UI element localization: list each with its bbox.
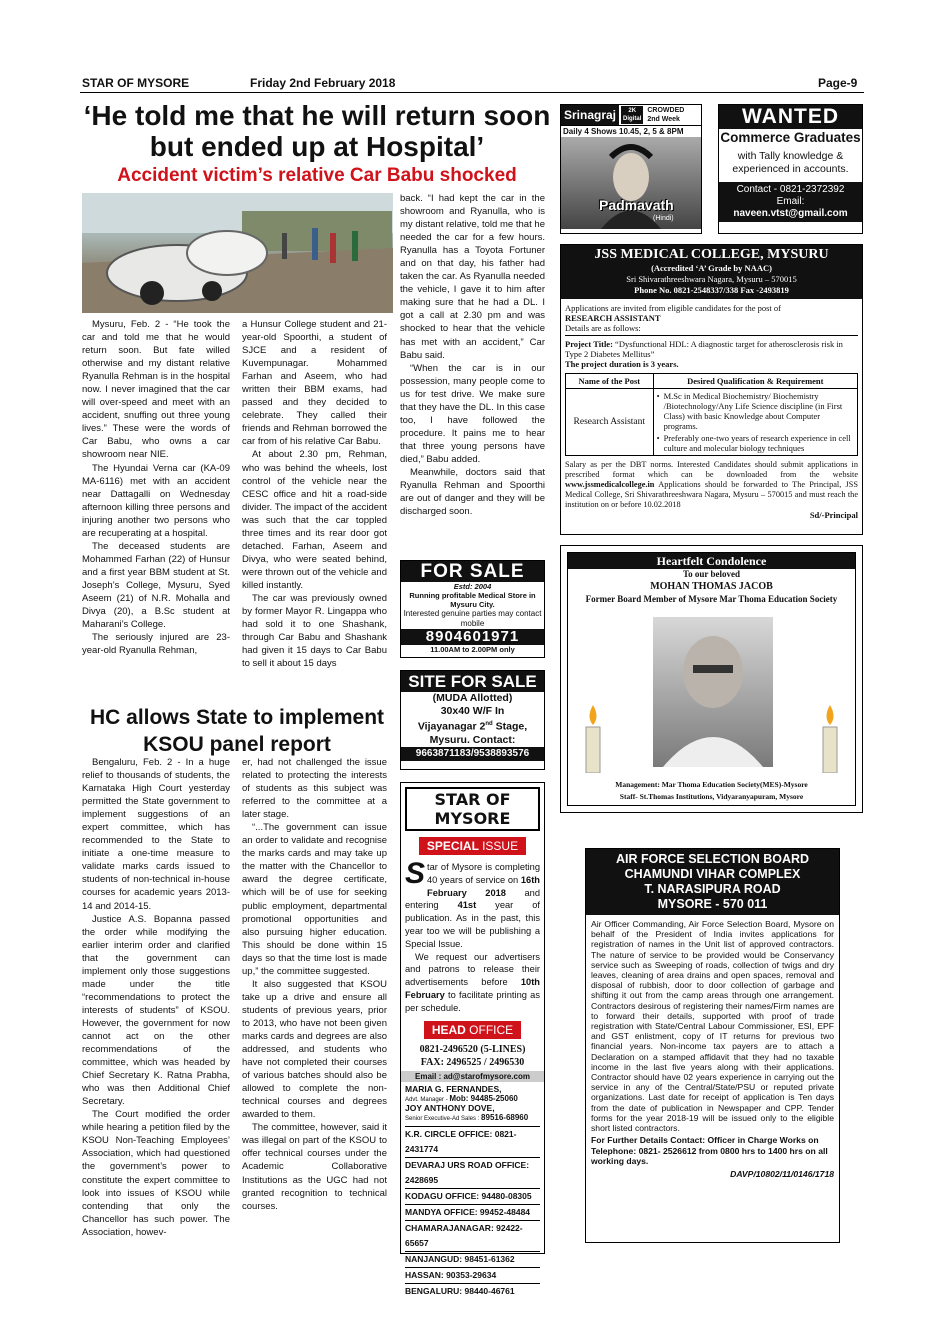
- som-role2: Senior Executive-Ad Sales :: [405, 1115, 482, 1122]
- story1-c1-p1: Mysuru, Feb. 2 - “He took the car and told me that he would return soon. But fate willed otherwise and my distant relative Ryanulla Rehman is in the hospital now. I never imagined that the car will over-speed and meet with an accident, snuffing out three young lives.” These were the words of Car Babu, who owns a car showroom near NIE.: [82, 319, 230, 461]
- story2-c2-p3: It also suggested that KSOU take up a drive and ensure all students of previous years, prior to 2013, who have not been given marks cards and degrees are also addressed, and students who have not completed their courses of various batches should also be allowed to complete the non-technical courses and degrees awarded to them.: [242, 978, 387, 1121]
- som-p2b: to facilitate printing as per schedule.: [405, 989, 540, 1013]
- som-body: [405, 857, 540, 1015]
- condolence-staff: Staff- St.Thomas Institutions, Vidyaranyapuram, Mysore: [619, 792, 804, 801]
- cinema-ad: [560, 104, 702, 234]
- jss-role: Research Assistant: [566, 389, 654, 456]
- jss-q2: Preferably one-two years of research experience in cell culture and molecular biology techniques: [663, 433, 851, 453]
- som-head-word: HEAD: [431, 1022, 466, 1037]
- jss-ad: [560, 244, 863, 535]
- story1-c2-p2: At about 2.30 pm, Rehman, who was behind the wheels, lost control of the vehicle near the CESC office and hit a road-side divider. The impact of the accident was such that the car toppled three times and its rear door got detached. Farhan, Aseem and Divya, who were seated behind, were thrown out of the vehicle and killed instantly.: [242, 449, 387, 591]
- som-name1: MARIA G. FERNANDES,: [405, 1083, 502, 1094]
- site-sale-l2: 30x40 W/F In: [440, 705, 505, 717]
- site-sale-l4: Mysuru. Contact:: [429, 733, 516, 746]
- afsb-body: Air Officer Commanding, Air Force Selection Board, Mysore on behalf of the President of India invites applications for registration of names in the Unit list of approved contractors. The nature of service to be provided would be Conservancy service such as Sweeping of roads, collection of twigs and dry leaves, cleaning of area drains and open spaces, removal and disposal of rubbish, door to door collection of garbage and shifting it out from the camp areas through one arrangement. Contractors desirous of registering their names/Firm names are to forward their details, supported with proof of trade registration with State/Central Labour Commissioner, ESI, EPF and GST enlistment, copy of IT returns for previous two financial years. Non-income tax payers are to attach a Declaration on a stamped affidavit that they had no taxable income in the last five years along with their applications. Contractor should have 02 years experience in carrying out the service in any of the Central/State/PSU or reputed private organizations. Last date for receipt of application is Ten days from the date of publication in Newspaper and CPP. Tender forms for the year 2018-19 will be issued only to the eligible short listed contractors.: [591, 919, 834, 1134]
- condolence-name: MOHAN THOMAS JACOB: [650, 581, 773, 592]
- for-sale-line1: Running profitable Medical Store in Mysuru City.: [409, 591, 536, 609]
- story2-c2-p2: “...The government can issue an order to validate and recognise the marks cards and may take up the matter with the Chancellor to award the degree certificate, which will be of use for seeking public employment, departmental promotional opportunities and also pursuing higher education. This should be done within 15 days so that the time lost is made up,” the committee suggested.: [242, 822, 387, 977]
- som-logo: STAR OF MYSORE: [405, 787, 540, 831]
- site-sale-sup: nd: [485, 721, 493, 727]
- cinema-badge-2k: 2K: [628, 108, 637, 114]
- issue-date: Friday 2nd February 2018: [250, 76, 396, 90]
- jss-table: [565, 373, 858, 456]
- jss-project-label: Project Title:: [565, 339, 613, 349]
- som-special-word: SPECIAL: [426, 839, 479, 853]
- som-fax: FAX: 2496525 / 2496530: [420, 1056, 525, 1068]
- story1-c1-p3: The deceased students are Mohammed Farhan (22) of Hunsur and a first year BBM student at St. Joseph’s College, Mysuru, Syed Aseem (21) of N.R. Mohalla and Divya (20), a B.Sc student at Maharani’s College.: [82, 540, 230, 631]
- paper-name: STAR OF MYSORE: [82, 76, 190, 90]
- jss-sign: Sd/-Principal: [809, 510, 858, 520]
- cinema-status: [647, 106, 684, 124]
- som-mob2: 89516-68960: [481, 1112, 529, 1122]
- story1-headline: ‘He told me that he will return soon but ended up at Hospital’: [83, 100, 551, 162]
- story2-c1-p2: Justice A.S. Bopanna passed the order while modifying the earlier interim order and clarified that the government can implement only those suggestions made under the title “recommendations to protect the interests of students” of KSOU. However, the government for now cannot act on the other recommendations of the committee, which was headed by Chief Secretary K. Ratna Prabha, who was then Additional Chief Secretary.: [82, 913, 230, 1108]
- cinema-week: 2nd Week: [647, 116, 680, 123]
- som-mob1: Mob: 94485-25060: [449, 1093, 518, 1103]
- som-office-item: KODAGU OFFICE: 94480-08305: [405, 1188, 540, 1204]
- som-office-word: OFFICE: [469, 1022, 514, 1037]
- for-sale-hours: 11.00AM to 2.00PM only: [430, 645, 515, 654]
- cinema-header: [561, 105, 701, 126]
- site-sale-l3b: Stage,: [492, 720, 528, 733]
- jss-project: [565, 339, 858, 359]
- for-sale-phone: 8904601971: [401, 629, 544, 645]
- for-sale-title: FOR SALE: [401, 561, 544, 582]
- story1-c3-p1: back. “I had kept the car in the showroom and Ryanulla, who is my distant relative, told me that he needed the car for a few hours. Ryanulla has a Toyota Fortuner and on that day, his father had taken the car. As Ryanulla needed the vehicle, I gave it to him after making sure that he had a DL. I got a call at 2.30 pm and was shocked to hear that the vehicle has met with an accident,” Car Babu said.: [400, 193, 545, 361]
- wanted-sub: Commerce Graduates: [720, 130, 861, 145]
- cinema-badge-digital: Digital: [623, 116, 642, 122]
- som-issue-word: ISSUE: [482, 839, 519, 853]
- story2-column-2: [242, 756, 387, 1213]
- afsb-code: DAVP/10802/11/0146/1718: [730, 1169, 834, 1180]
- jss-post: RESEARCH ASSISTANT: [565, 313, 661, 323]
- jss-intro: Applications are invited from eligible candidates for the post of: [565, 303, 781, 313]
- header-rule: [80, 92, 864, 93]
- jss-footer1: Salary as per the DBT norms. Interested Candidates should submit applications in prescribed format which can be downloaded from the website: [565, 460, 858, 479]
- som-office-item: CHAMARAJANAGAR: 92422-65657: [405, 1220, 540, 1251]
- afsb-ad: [585, 848, 840, 1243]
- som-phone: 0821-2496520 (5-LINES): [419, 1043, 526, 1055]
- jss-title: JSS MEDICAL COLLEGE, MYSURU: [594, 247, 829, 262]
- wanted-contact-box: [719, 182, 862, 222]
- cinema-poster-graphic: [561, 137, 701, 229]
- wanted-title: WANTED: [719, 105, 862, 129]
- story2-c2-p4: The committee, however, said it was illegal on part of the KSOU to offer technical courses under the Academic Collaborative Institutions as the UGC had not granted recognition to technical courses.: [242, 1122, 387, 1212]
- som-p1c: year of publication. As in the past, this year too we will be publishing a Special Issue.: [405, 900, 540, 949]
- site-sale-l3-text: Vijayanagar 2: [417, 720, 486, 733]
- som-contact1: [405, 1094, 540, 1103]
- afsb-t3: T. NARASIPURA ROAD: [644, 882, 781, 896]
- wanted-l1: with Tally knowledge &: [737, 150, 844, 162]
- cinema-crowded: CROWDED: [647, 107, 685, 114]
- som-office-item: NANJANGUD: 98451-61362: [405, 1251, 540, 1267]
- som-office-item: K.R. CIRCLE OFFICE: 0821-2431774: [405, 1126, 540, 1157]
- jss-footer2: Applications should be forwarded to The Principal, JSS Medical College, Sri Shivarathreeshwara Nagara, Mysuru – 570015 and must reach the institution on or before 10.02.2018: [565, 480, 858, 509]
- special-issue-ad: [400, 782, 545, 1296]
- som-role1: Advt. Manager -: [405, 1096, 450, 1103]
- story1-column-1: [82, 318, 230, 657]
- wanted-l2: experienced in accounts.: [732, 163, 849, 175]
- jss-footer: [565, 460, 858, 510]
- cinema-shows: Daily 4 Shows 10.45, 2, 5 & 8PM: [563, 127, 684, 136]
- som-head-office-tag: [405, 1021, 540, 1039]
- site-sale-l3: [401, 718, 544, 734]
- condolence-inner: [567, 552, 856, 806]
- story1-c3-p2: “When the car is in our possession, many people come to us for test drive. We make sure that they have the DL. In this case too, I have followed the procedure. It pains me to hear that three young persons have died,” Babu added.: [400, 362, 545, 465]
- som-p1a: tar of Mysore is completing 40 years of service on: [427, 862, 540, 885]
- story1-kicker: Accident victim’s relative Car Babu shocked: [117, 165, 517, 186]
- som-special-tag: [405, 837, 540, 855]
- cinema-film: Padmavath: [599, 197, 674, 213]
- jss-phone: Phone No. 0821-2548337/338 Fax -2493819: [634, 285, 789, 295]
- candle-left-icon: [578, 703, 608, 773]
- condolence-mgmt: Management: Mar Thoma Education Society(MES)-Mysore: [615, 780, 808, 789]
- jss-header: [561, 245, 862, 299]
- som-dropcap: S: [405, 857, 426, 890]
- jss-th-qual: Desired Qualification & Requirement: [653, 374, 857, 389]
- for-sale-ad: [400, 560, 545, 658]
- cinema-badge: [621, 106, 643, 124]
- jss-website: www.jssmedicalcollege.in: [565, 480, 655, 489]
- afsb-header: [586, 849, 839, 915]
- som-office-item: BENGALURU: 98440-46761: [405, 1283, 540, 1299]
- som-email: Email : ad@starofmysore.com: [401, 1071, 544, 1082]
- story1-c1-p2: The Hyundai Verna car (KA-09 MA-6116) met with an accident near Dattagalli on Wednesday afternoon killing three persons and injuring another two persons who are recuperating at a hospital.: [82, 462, 230, 539]
- cinema-theatre: Srinagraj: [561, 105, 619, 125]
- for-sale-estd: Estd: 2004: [453, 582, 492, 591]
- wanted-ad: [718, 104, 863, 234]
- story1-column-3: [400, 192, 545, 518]
- page-number: Page-9: [818, 76, 858, 90]
- jss-details: Details are as follows:: [565, 323, 858, 336]
- som-date2: 41st: [457, 900, 477, 911]
- wanted-email-label: Email:: [776, 196, 805, 207]
- wanted-contact: Contact - 0821-2372392: [736, 184, 845, 195]
- afsb-t2: CHAMUNDI VIHAR COMPLEX: [624, 867, 801, 881]
- story2-column-1: [82, 756, 230, 1239]
- som-office-item: HASSAN: 90353-29634: [405, 1267, 540, 1283]
- cinema-poster: [561, 137, 701, 229]
- som-p2a: We request our advertisers and patrons to release their advertisements before: [405, 951, 540, 988]
- som-special: [419, 837, 526, 855]
- jss-quals: • M.Sc in Medical Biochemistry/ Biochemistry /Biotechnology/Any Life Science discipline (in First Class) with basic Knowledge about Computer programs. • Preferably one-two years of research experience in cell culture and molecular biology techniques: [653, 389, 857, 456]
- jss-duration: The project duration is 3 years.: [565, 359, 679, 369]
- jss-q1: M.Sc in Medical Biochemistry/ Biochemistry /Biotechnology/Any Life Science discipline (in First Class) with basic Knowledge about Computer programs.: [663, 391, 843, 431]
- condolence-desc: Former Board Member of Mysore Mar Thoma Education Society: [585, 594, 838, 604]
- accident-photo: [82, 193, 393, 313]
- portrait-graphic: [653, 617, 773, 767]
- story1-c2-p1: a Hunsur College student and 21-year-old Spoorthi, a student of SJCE and a resident of Kuvempunagar. Mohammed Farhan and Aseem, who had written their BBM exams, had passed and they decided to celebrate. They called their friends and Rehman borrowed the car from of his relative Car Babu.: [242, 319, 387, 448]
- som-office-item: MANDYA OFFICE: 99452-48484: [405, 1204, 540, 1220]
- afsb-t1: AIR FORCE SELECTION BOARD: [615, 852, 810, 866]
- story1-c3-p3: Meanwhile, doctors said that Ryanulla Rehman and Spoorthi are out of danger and they will be discharged soon.: [400, 466, 545, 518]
- som-office-list: [405, 1126, 540, 1299]
- condolence-title: Heartfelt Condolence: [568, 553, 855, 569]
- jss-accr: (Accredited ‘A’ Grade by NAAC): [651, 263, 772, 273]
- wanted-email: naveen.vtst@gmail.com: [733, 208, 848, 219]
- som-name2: JOY ANTHONY DOVE,: [405, 1102, 495, 1113]
- story1-column-2: [242, 318, 387, 670]
- condolence-portrait: [653, 617, 773, 767]
- som-date1: 16th February 2018: [427, 874, 540, 898]
- site-sale-title: SITE FOR SALE: [401, 671, 544, 692]
- site-for-sale-ad: [400, 670, 545, 770]
- som-head-office: [424, 1021, 521, 1039]
- som-p1b: and entering: [405, 887, 540, 911]
- condolence-ad: [560, 545, 863, 813]
- som-date3: 10th February: [405, 977, 540, 1000]
- afsb-contact: For Further Details Contact: Officer in Charge Works on Telephone: 0821- 2526612 from 0800 hrs to 1400 hrs on all working days.: [591, 1135, 828, 1167]
- jss-addr: Sri Shivarathreeshwara Nagara, Mysuru – 570015: [626, 274, 797, 284]
- story2-headline: HC allows State to implement KSOU panel report: [89, 706, 385, 756]
- cinema-lang: (Hindi): [653, 215, 674, 222]
- story2-c1-p1: Bengaluru, Feb. 2 - In a huge relief to thousands of students, the Karnataka High Court yesterday permitted the State government to implement suggestions of an expert committee, which has recommended to the State to initiate a one-time measure to validate marks cards issued to students of non-technical in-house courses for academic years 2013-14 and 2014-15.: [82, 757, 230, 912]
- story2-c2-p1: er, had not challenged the issue related to protecting the interests of students as this subject was referred to the committee at a later stage.: [242, 757, 387, 821]
- afsb-t4: MYSORE - 570 011: [657, 897, 768, 911]
- som-contact2: [405, 1113, 540, 1122]
- candle-right-icon: [815, 703, 845, 773]
- story1-c2-p3: The car was previously owned by former Mayor R. Lingappa who had sold it to one Shashank, through Car Babu and Shashank had given it 15 days to Car Babu to sell it about 15 days: [242, 592, 387, 670]
- story2-c1-p3: The Court modified the order while hearing a petition filed by the KSOU Non-Teaching Employees’ Association, which had questioned the government’s power to constitute the expert committee to look into issues of KSOU while contending that only the Chancellor has such power. The Association, howev-: [82, 1109, 230, 1238]
- condolence-to: To our beloved: [682, 569, 740, 579]
- jss-project-title: “Dysfunctional HDL: A diagnostic target for atherosclerosis risk in Type 2 Diabetes Mellitus”: [565, 339, 843, 359]
- jss-th-post: Name of the Post: [566, 374, 654, 389]
- story1-c1-p4: The seriously injured are 23-year-old Ryanulla Rehman,: [82, 632, 230, 657]
- accident-photo-graphic: [82, 193, 393, 313]
- for-sale-line2: Interested genuine parties may contact mobile: [403, 609, 542, 628]
- site-sale-l1: (MUDA Allotted): [432, 692, 513, 704]
- site-sale-phone: 9663871183/9538893576: [401, 747, 544, 761]
- som-office-item: DEVARAJ URS ROAD OFFICE: 2428695: [405, 1157, 540, 1188]
